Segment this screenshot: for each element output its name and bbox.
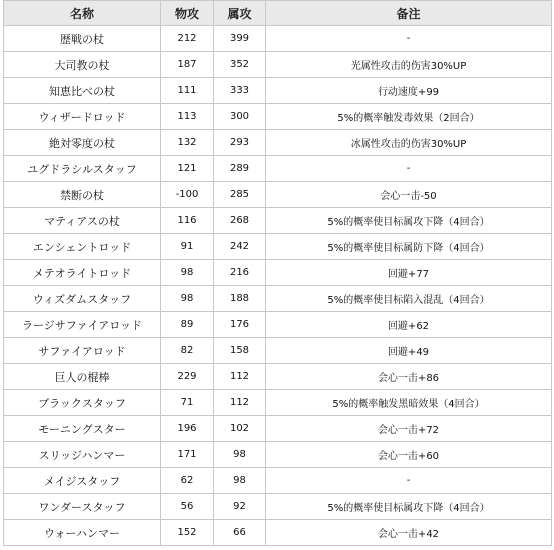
table-row <box>4 390 552 416</box>
cell-phys: 98 <box>161 260 214 286</box>
cell-elem: 242 <box>214 234 266 260</box>
table-row <box>4 286 552 312</box>
table-row <box>4 442 552 468</box>
cell-phys: 62 <box>161 468 214 494</box>
table-row <box>4 182 552 208</box>
cell-name: 絶対零度の杖 <box>4 130 161 156</box>
cell-elem: 289 <box>214 156 266 182</box>
cell-name: エンシェントロッド <box>4 234 161 260</box>
header-elem-attack: 属攻 <box>214 1 266 26</box>
cell-phys: 111 <box>161 78 214 104</box>
cell-elem: 158 <box>214 338 266 364</box>
cell-name: スリッジハンマー <box>4 442 161 468</box>
cell-elem: 92 <box>214 494 266 520</box>
cell-phys: 121 <box>161 156 214 182</box>
cell-note: 5%的概率使目标属攻下降（4回合） <box>266 208 552 234</box>
cell-phys: 56 <box>161 494 214 520</box>
cell-elem: 268 <box>214 208 266 234</box>
cell-phys: 152 <box>161 520 214 546</box>
cell-elem: 399 <box>214 26 266 52</box>
cell-name: 知恵比べの杖 <box>4 78 161 104</box>
header-phys-attack: 物攻 <box>161 1 214 26</box>
table-row <box>4 26 552 52</box>
cell-phys: -100 <box>161 182 214 208</box>
cell-note: 会心一击-50 <box>266 182 552 208</box>
cell-name: 大司教の杖 <box>4 52 161 78</box>
cell-phys: 171 <box>161 442 214 468</box>
table-row <box>4 416 552 442</box>
cell-note: - <box>266 26 552 52</box>
cell-elem: 98 <box>214 442 266 468</box>
cell-name: ブラックスタッフ <box>4 390 161 416</box>
table-row <box>4 52 552 78</box>
cell-elem: 66 <box>214 520 266 546</box>
table-header <box>4 1 552 26</box>
cell-name: マティアスの杖 <box>4 208 161 234</box>
cell-elem: 216 <box>214 260 266 286</box>
cell-note: 5%的概率使目标陷入混乱（4回合） <box>266 286 552 312</box>
cell-elem: 352 <box>214 52 266 78</box>
table-row <box>4 364 552 390</box>
header-note: 备注 <box>266 1 552 26</box>
cell-phys: 116 <box>161 208 214 234</box>
cell-elem: 102 <box>214 416 266 442</box>
cell-note: 会心一击+86 <box>266 364 552 390</box>
cell-elem: 112 <box>214 390 266 416</box>
cell-elem: 293 <box>214 130 266 156</box>
table-row <box>4 338 552 364</box>
cell-note: 冰属性攻击的伤害30%UP <box>266 130 552 156</box>
cell-phys: 98 <box>161 286 214 312</box>
cell-name: ウィザードロッド <box>4 104 161 130</box>
cell-phys: 91 <box>161 234 214 260</box>
cell-note: 回避+49 <box>266 338 552 364</box>
header-name: 名称 <box>4 1 161 26</box>
cell-phys: 89 <box>161 312 214 338</box>
cell-note: 5%的概率触发黑暗效果（4回合） <box>266 390 552 416</box>
cell-note: 光属性攻击的伤害30%UP <box>266 52 552 78</box>
cell-phys: 71 <box>161 390 214 416</box>
cell-elem: 285 <box>214 182 266 208</box>
cell-name: メイジスタッフ <box>4 468 161 494</box>
table-row <box>4 312 552 338</box>
cell-name: ラージサファイアロッド <box>4 312 161 338</box>
cell-name: 禁断の杖 <box>4 182 161 208</box>
cell-name: サファイアロッド <box>4 338 161 364</box>
table-row <box>4 130 552 156</box>
cell-note: - <box>266 156 552 182</box>
cell-name: ウィズダムスタッフ <box>4 286 161 312</box>
cell-phys: 212 <box>161 26 214 52</box>
cell-elem: 188 <box>214 286 266 312</box>
cell-elem: 112 <box>214 364 266 390</box>
cell-note: 会心一击+72 <box>266 416 552 442</box>
cell-name: ワンダースタッフ <box>4 494 161 520</box>
cell-elem: 176 <box>214 312 266 338</box>
cell-elem: 333 <box>214 78 266 104</box>
cell-note: 5%的概率使目标属攻下降（4回合） <box>266 494 552 520</box>
table-row <box>4 104 552 130</box>
table-row <box>4 494 552 520</box>
table-row <box>4 234 552 260</box>
cell-note: 回避+62 <box>266 312 552 338</box>
cell-name: 巨人の棍棒 <box>4 364 161 390</box>
table-row <box>4 520 552 546</box>
table-row <box>4 78 552 104</box>
cell-phys: 132 <box>161 130 214 156</box>
cell-note: 5%的概率触发毒效果（2回合） <box>266 104 552 130</box>
cell-name: ユグドラシルスタッフ <box>4 156 161 182</box>
cell-phys: 229 <box>161 364 214 390</box>
table-row <box>4 208 552 234</box>
header-row <box>4 1 552 26</box>
cell-elem: 98 <box>214 468 266 494</box>
cell-name: 歴戦の杖 <box>4 26 161 52</box>
weapon-table <box>3 0 552 546</box>
cell-note: - <box>266 468 552 494</box>
cell-phys: 196 <box>161 416 214 442</box>
table-body <box>4 26 552 546</box>
cell-phys: 82 <box>161 338 214 364</box>
cell-note: 会心一击+42 <box>266 520 552 546</box>
cell-note: 会心一击+60 <box>266 442 552 468</box>
table-row <box>4 468 552 494</box>
cell-phys: 187 <box>161 52 214 78</box>
table-row <box>4 260 552 286</box>
cell-name: メテオライトロッド <box>4 260 161 286</box>
table-row <box>4 156 552 182</box>
cell-elem: 300 <box>214 104 266 130</box>
cell-phys: 113 <box>161 104 214 130</box>
cell-note: 行动速度+99 <box>266 78 552 104</box>
cell-note: 回避+77 <box>266 260 552 286</box>
cell-note: 5%的概率使目标属防下降（4回合） <box>266 234 552 260</box>
cell-name: モーニングスター <box>4 416 161 442</box>
cell-name: ウォーハンマー <box>4 520 161 546</box>
